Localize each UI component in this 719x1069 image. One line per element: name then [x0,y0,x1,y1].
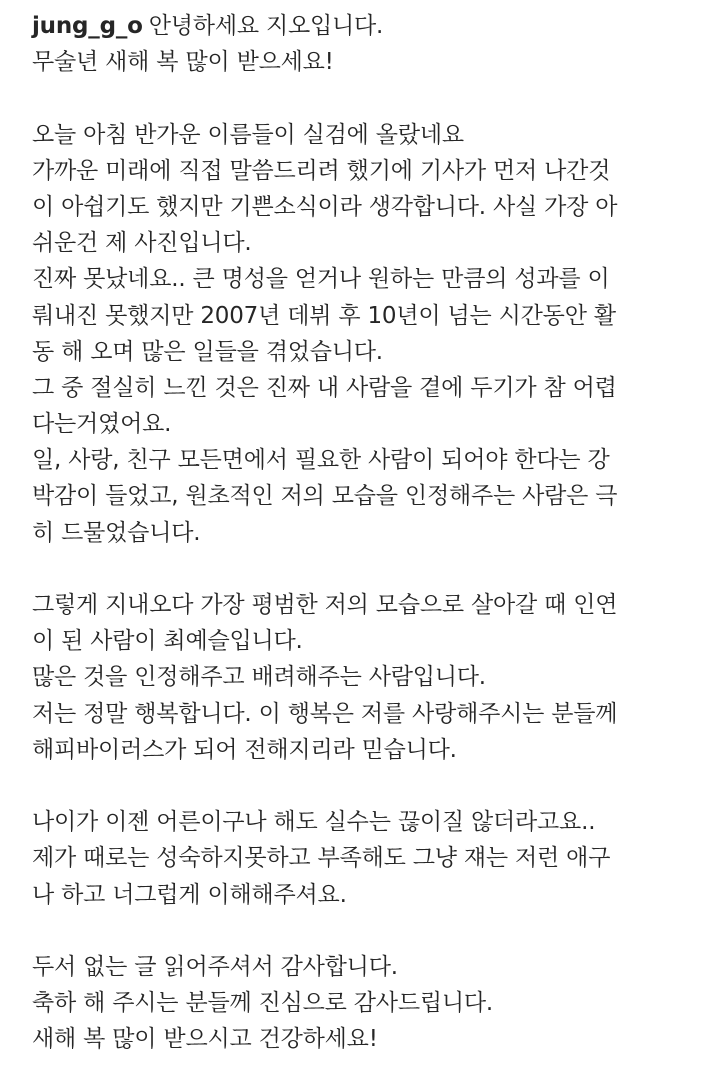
caption-line: 두서 없는 글 읽어주셔서 감사합니다. [32,953,398,980]
caption-line [32,8,712,44]
caption-line: 진짜 못났네요.. 큰 명성을 얻거나 원하는 만큼의 성과를 이 [32,266,610,293]
caption-line: 그렇게 지내오다 가장 평범한 저의 모습으로 살아갈 때 인연 [32,592,618,618]
paragraph-break [32,768,712,804]
caption-line: 오늘 아침 반가운 이름들이 실검에 올랐네요 [32,121,464,148]
caption-line: 가까운 미래에 직접 말씀드리려 했기에 기사가 먼저 나간것 [32,157,611,184]
caption-line: 많은 것을 인정해주고 배려해주는 사람입니다. [32,664,486,691]
post-caption [32,8,712,1057]
caption-line: 나이가 이젠 어른이구나 해도 실수는 끊이질 않더라고요.. [32,809,596,836]
caption-line: 그 중 절실히 느낀 것은 진짜 내 사람을 곁에 두기가 참 어렵 [32,374,617,401]
username-link[interactable]: jung_g_o [32,13,143,39]
caption-line: 동 해 오며 많은 일들을 겪었습니다. [32,338,383,365]
paragraph-break [32,551,712,587]
caption-text: 안녕하세요 지오입니다. [148,13,384,39]
caption-line: 일, 사랑, 친구 모든면에서 필요한 사람이 되어야 한다는 강 [32,447,610,474]
caption-line: 축하 해 주시는 분들께 진심으로 감사드립니다. [32,990,494,1017]
caption-line: 저는 정말 행복합니다. 이 행복은 저를 사랑해주시는 분들께 [32,700,618,727]
caption-line: 제가 때로는 성숙하지못하고 부족해도 그냥 쟤는 저런 애구 [32,845,611,872]
caption-line: 이 된 사람이 최예슬입니다. [32,628,303,655]
caption-line: 쉬운건 제 사진입니다. [32,230,252,257]
caption-line: 박감이 들었고, 원초적인 저의 모습을 인정해주는 사람은 극 [32,483,618,510]
caption-line: 나 하고 너그럽게 이해해주셔요. [32,881,347,908]
caption-line: 해피바이러스가 되어 전해지리라 믿습니다. [32,736,457,763]
caption-line: 다는거였어요. [32,411,172,438]
paragraph-break [32,913,712,949]
caption-line: 히 드물었습니다. [32,519,201,546]
caption-line: 무술년 새해 복 많이 받으세요! [32,49,334,76]
caption-line: 새해 복 많이 받으시고 건강하세요! [32,1026,378,1053]
paragraph-break [32,80,712,116]
caption-line: 이 아쉽기도 했지만 기쁜소식이라 생각합니다. 사실 가장 아 [32,193,618,220]
caption-line: 뤄내진 못했지만 2007년 데뷔 후 10년이 넘는 시간동안 활 [32,302,616,329]
